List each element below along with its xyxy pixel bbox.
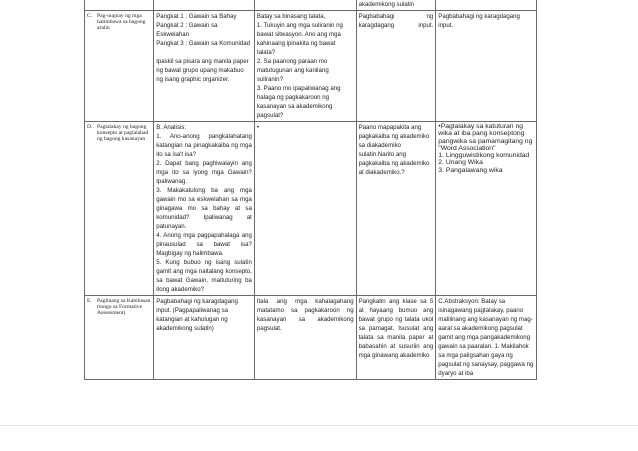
bullet-mark: •	[256, 124, 260, 131]
cell-text	[156, 123, 252, 294]
cell-d-label	[85, 122, 154, 296]
text-line: 1. Lingguwistikong komunidad	[438, 152, 530, 160]
cell-d-col2	[154, 122, 255, 296]
text-line: Pangkat 1 : Gawain sa Bahay	[156, 13, 237, 20]
text-line: 1. Ano-anong pangkalahatang katangian na pinagkakaiba ng mga ito sa isa't isa?	[156, 133, 252, 158]
text-line: 2. Dapat bang paghiwalayin ang mga ito sa iyong mga Gawain? Ipaliwanag.	[156, 160, 252, 185]
text-line: Paano mapapakita ang pagkakaiba ng akademiko sa diakademiko sulatin.Narito ang pagkakaiba ng akademiko at diakademiko.?	[358, 124, 430, 176]
cell-top-col2	[154, 0, 255, 11]
cell-top-col5	[436, 0, 537, 11]
cell-top-col3	[254, 0, 356, 11]
row-letter: E.	[87, 298, 92, 304]
text-line: Pagbabahagi ng karagdagang input.	[438, 13, 520, 29]
cell-top-label	[85, 0, 154, 11]
cell-text	[257, 297, 354, 333]
cell-text	[359, 12, 434, 30]
text-line: 2. Unang Wika	[438, 159, 483, 167]
cell-text	[156, 12, 252, 84]
cell-text	[438, 123, 534, 174]
cell-text: akademikong sulatin	[358, 1, 415, 8]
cell-d-col3	[254, 122, 356, 296]
text-line: 3. Paano mo ipapaliwanag ang halaga ng pagkakaroon ng kasanayan sa akademikong pagsulat?	[256, 85, 341, 119]
cell-e-col5	[436, 296, 537, 380]
cell-text	[156, 297, 252, 333]
text-line: Itala ang mga kahalagahang matatamo sa pagkakaroon ng kasanayan sa akademikong pagsulat.	[256, 298, 354, 332]
row-label-text: Pagtalakay ng bagong konsepto at paglalahad ng bagong kasanayan	[97, 124, 149, 142]
lesson-plan-table	[84, 0, 537, 380]
blank-line	[156, 48, 252, 57]
row-label	[87, 123, 151, 142]
row-label	[87, 12, 151, 31]
cell-text	[257, 123, 354, 132]
text-line: Pangkat 2 : Gawain sa Eskwelahan	[156, 22, 218, 38]
cell-text	[257, 12, 354, 120]
cell-e-col4	[356, 296, 436, 380]
cell-c-col4	[356, 11, 436, 122]
row-label	[87, 297, 151, 316]
row-letter: D.	[87, 124, 93, 130]
row-label-text: Pag-uugnay ng mga halimbawa sa bagong aralin	[97, 13, 146, 31]
cell-d-col5	[436, 122, 537, 296]
text-line: 4. Anong mga pagpapahalaga ang pinausulad sa bawat isa? Magbigay ng halimbawa.	[156, 232, 252, 257]
text-line: Pagbabahagi ng karagdagang input.	[358, 13, 434, 29]
cell-c-col2	[154, 11, 255, 122]
text-line: 2. Sa paanong paraan mo matutugunan ang kanilang suliranin?	[256, 58, 329, 83]
text-line: 1. Tukuyin ang mga suliranin ng bawat sitwasyon. Ano ang mga kahinaang ipinakita ng bawat talata?	[256, 22, 343, 56]
cell-text	[438, 12, 534, 30]
text-line: Pangkat 3 : Gawain sa Komunidad	[156, 40, 251, 47]
cell-text	[359, 297, 434, 360]
row-label-text: Paglinang sa Kabihasan (tungo sa Formative Assessment)	[97, 298, 151, 316]
cell-top-col4	[356, 0, 436, 11]
cell-e-label	[85, 296, 154, 380]
text-line: Pagbabahagi ng karagdagang input. (Pagpapaliwanag sa katangian at kahulugan ng akademikong sulatin)	[156, 298, 238, 332]
text-line: 5. Kung bubuo ng isang sulatin gamit ang mga naitalang konsepto, sa bawat Gawain, maituturing ba itong akademiko?	[156, 259, 252, 293]
text-line: •Pagtalakay sa katuturan ng wika at iba pang konseptong pangwika sa pamamagitang ng "Word Association"	[438, 123, 533, 152]
row-letter: C.	[87, 13, 93, 19]
table-row-top	[85, 0, 537, 11]
text-line: Ipaskil sa pisara ang manila paper ng bawat grupo upang makabuo ng isang graphic organizer.	[156, 58, 249, 83]
cell-e-col3	[254, 296, 356, 380]
text-line: 3. Makakatulong ba ang mga gawain mo sa eskwelahan sa mga ginagawa mo sa bahay at sa komunidad? Ipaliwanag at patunayan.	[156, 187, 252, 230]
text-line: Batay sa binasang talata,	[256, 13, 326, 20]
text-line: 3. Pangalawang wika	[438, 166, 503, 174]
table-row-c	[85, 11, 537, 122]
page-divider	[0, 425, 638, 426]
text-line: B. Analisis:	[156, 124, 187, 131]
text-line: C.Abstraksyon: Batay sa isinagawang pagtalakay, paano malilinang ang kasanayan ng mag-aaral sa akademikong pagsulat gamit ang mga pangakademikong gawain sa paaralan. 1. Makilahok sa mga paligsahan gaya ng pagsulat ng sanaysay, paggawa ng dyaryo at iba	[438, 298, 534, 377]
table-row-e	[85, 296, 537, 380]
table-row-d	[85, 122, 537, 296]
cell-text	[359, 123, 434, 177]
cell-c-col3	[254, 11, 356, 122]
cell-text	[438, 297, 534, 378]
cell-c-label	[85, 11, 154, 122]
cell-c-col5	[436, 11, 537, 122]
cell-e-col2	[154, 296, 255, 380]
text-line: Pangkatin ang klase sa 5 at hayaang bumuo ang bawat grupo ng talata ukol sa pamagat. Isusulat ang talata sa manila paper at babasahin at susuriin ang mga ginawang akademiko	[358, 298, 434, 359]
cell-d-col4	[356, 122, 436, 296]
